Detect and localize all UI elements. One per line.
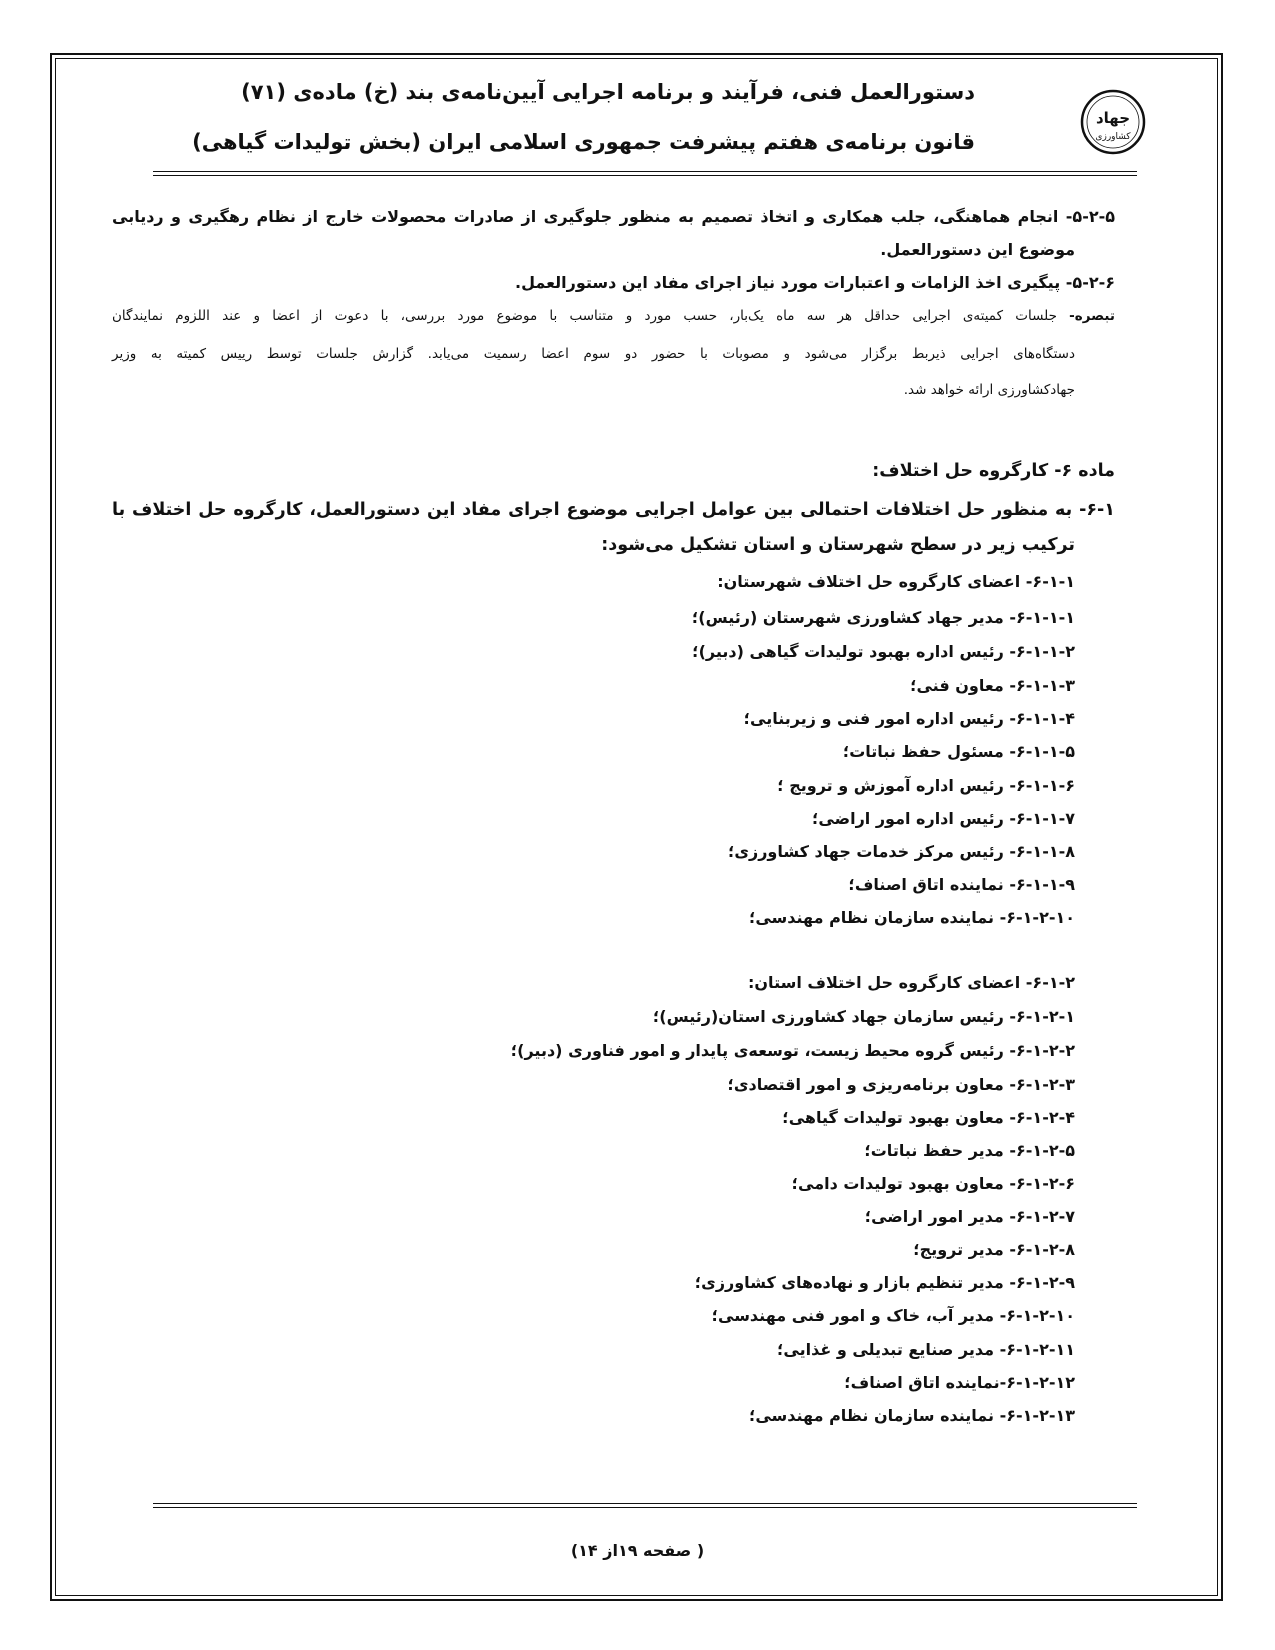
item-5-2-5-line1: ۵-۲-۵- انجام هماهنگی، جلب همکاری و اتخاذ تصمیم به منظور جلوگیری از صادرات محصولات خارج از نظام رهگیری و ردیابی: [112, 207, 1115, 226]
header-rule-top: [153, 171, 1137, 172]
item-5-2-5-line2: موضوع این دستورالعمل.: [880, 240, 1075, 259]
province-members-heading: ۶-۱-۲- اعضای کارگروه حل اختلاف استان:: [748, 973, 1075, 992]
county-member-item: ۶-۱-۱-۳- معاون فنی؛: [910, 676, 1075, 695]
county-member-item: ۶-۱-۱-۶- رئیس اداره آموزش و ترویج ؛: [777, 776, 1075, 795]
province-member-item: ۶-۱-۲-۱۲-نماینده اتاق اصناف؛: [844, 1373, 1075, 1392]
county-member-item: ۶-۱-۱-۷- رئیس اداره امور اراضی؛: [812, 809, 1075, 828]
note-line2: دستگاه‌های اجرایی ذیربط برگزار می‌شود و مصوبات با حضور دو سوم اعضا رسمیت می‌یابد. گزارش جلسات توسط رییس کمیته به وزیر: [112, 346, 1075, 362]
item-6-1-line1: ۶-۱- به منظور حل اختلافات احتمالی بین عوامل اجرایی موضوع اجرای مفاد این دستورالعمل، کارگروه حل اختلاف با: [112, 500, 1115, 520]
county-member-item: ۶-۱-۱-۵- مسئول حفظ نباتات؛: [842, 742, 1075, 761]
item-6-1-line2: ترکیب زیر در سطح شهرستان و استان تشکیل می‌شود:: [601, 535, 1075, 555]
province-member-item: ۶-۱-۲-۱- رئیس سازمان جهاد کشاورزی استان(رئیس)؛: [652, 1007, 1075, 1026]
svg-text:جهاد: جهاد: [1095, 109, 1131, 127]
article-6-title: ماده ۶- کارگروه حل اختلاف:: [872, 461, 1115, 481]
county-member-item: ۶-۱-۱-۴- رئیس اداره امور فنی و زیربنایی؛: [743, 709, 1075, 728]
county-members-heading: ۶-۱-۱- اعضای کارگروه حل اختلاف شهرستان:: [717, 572, 1075, 591]
county-member-item: ۶-۱-۱-۸- رئیس مرکز خدمات جهاد کشاورزی؛: [727, 842, 1075, 861]
svg-text:کشاورزی: کشاورزی: [1095, 132, 1131, 142]
province-member-item: ۶-۱-۲-۷- مدیر امور اراضی؛: [864, 1207, 1075, 1226]
note-text-1: جلسات کمیته‌ی اجرایی حداقل هر سه ماه یک‌بار، حسب مورد و متناسب با موضوع مورد بررسی، با دعوت از اعضا و عند اللزوم نمایندگان: [112, 308, 1070, 324]
footer-rule-top: [153, 1503, 1137, 1504]
item-5-2-6: ۵-۲-۶- پیگیری اخذ الزامات و اعتبارات مورد نیاز اجرای مفاد این دستورالعمل.: [515, 273, 1115, 292]
county-member-item: ۶-۱-۱-۹- نماینده اتاق اصناف؛: [848, 875, 1075, 894]
province-member-item: ۶-۱-۲-۴- معاون بهبود تولیدات گیاهی؛: [782, 1108, 1075, 1127]
county-member-item: ۶-۱-۲-۱۰- نماینده سازمان نظام مهندسی؛: [748, 908, 1075, 927]
province-member-item: ۶-۱-۲-۵- مدیر حفظ نباتات؛: [864, 1141, 1075, 1160]
header-rule-bottom: [153, 175, 1137, 176]
footer-rule-bottom: [153, 1507, 1137, 1508]
province-member-item: ۶-۱-۲-۱۳- نماینده سازمان نظام مهندسی؛: [748, 1406, 1075, 1425]
province-member-item: ۶-۱-۲-۱۱- مدیر صنایع تبدیلی و غذایی؛: [777, 1340, 1075, 1359]
document-title-line2: قانون برنامه‌ی هفتم پیشرفت جمهوری اسلامی ایران (بخش تولیدات گیاهی): [192, 130, 975, 154]
note-line1: [112, 308, 1115, 324]
document-title-line1: دستورالعمل فنی، فرآیند و برنامه اجرایی آیین‌نامه‌ی بند (خ) ماده‌ی (۷۱): [241, 80, 975, 104]
jahad-keshavarzi-logo: [1078, 87, 1148, 157]
province-member-item: ۶-۱-۲-۹- مدیر تنظیم بازار و نهاده‌های کشاورزی؛: [694, 1273, 1075, 1292]
county-member-item: ۶-۱-۱-۲- رئیس اداره بهبود تولیدات گیاهی (دبیر)؛: [692, 642, 1075, 661]
note-line3: جهادکشاورزی ارائه خواهد شد.: [903, 382, 1075, 398]
county-member-item: ۶-۱-۱-۱- مدیر جهاد کشاورزی شهرستان (رئیس)؛: [691, 608, 1075, 627]
province-member-item: ۶-۱-۲-۸- مدیر ترویج؛: [913, 1240, 1075, 1259]
province-member-item: ۶-۱-۲-۱۰- مدیر آب، خاک و امور فنی مهندسی؛: [711, 1306, 1075, 1325]
province-member-item: ۶-۱-۲-۲- رئیس گروه محیط زیست، توسعه‌ی پایدار و امور فناوری (دبیر)؛: [510, 1041, 1075, 1060]
province-member-item: ۶-۱-۲-۶- معاون بهبود تولیدات دامی؛: [791, 1174, 1075, 1193]
page-number: ( صفحه ۱۹از ۱۴): [570, 1541, 705, 1560]
province-member-item: ۶-۱-۲-۳- معاون برنامه‌ریزی و امور اقتصادی؛: [727, 1075, 1075, 1094]
note-label: تبصره-: [1069, 308, 1115, 324]
